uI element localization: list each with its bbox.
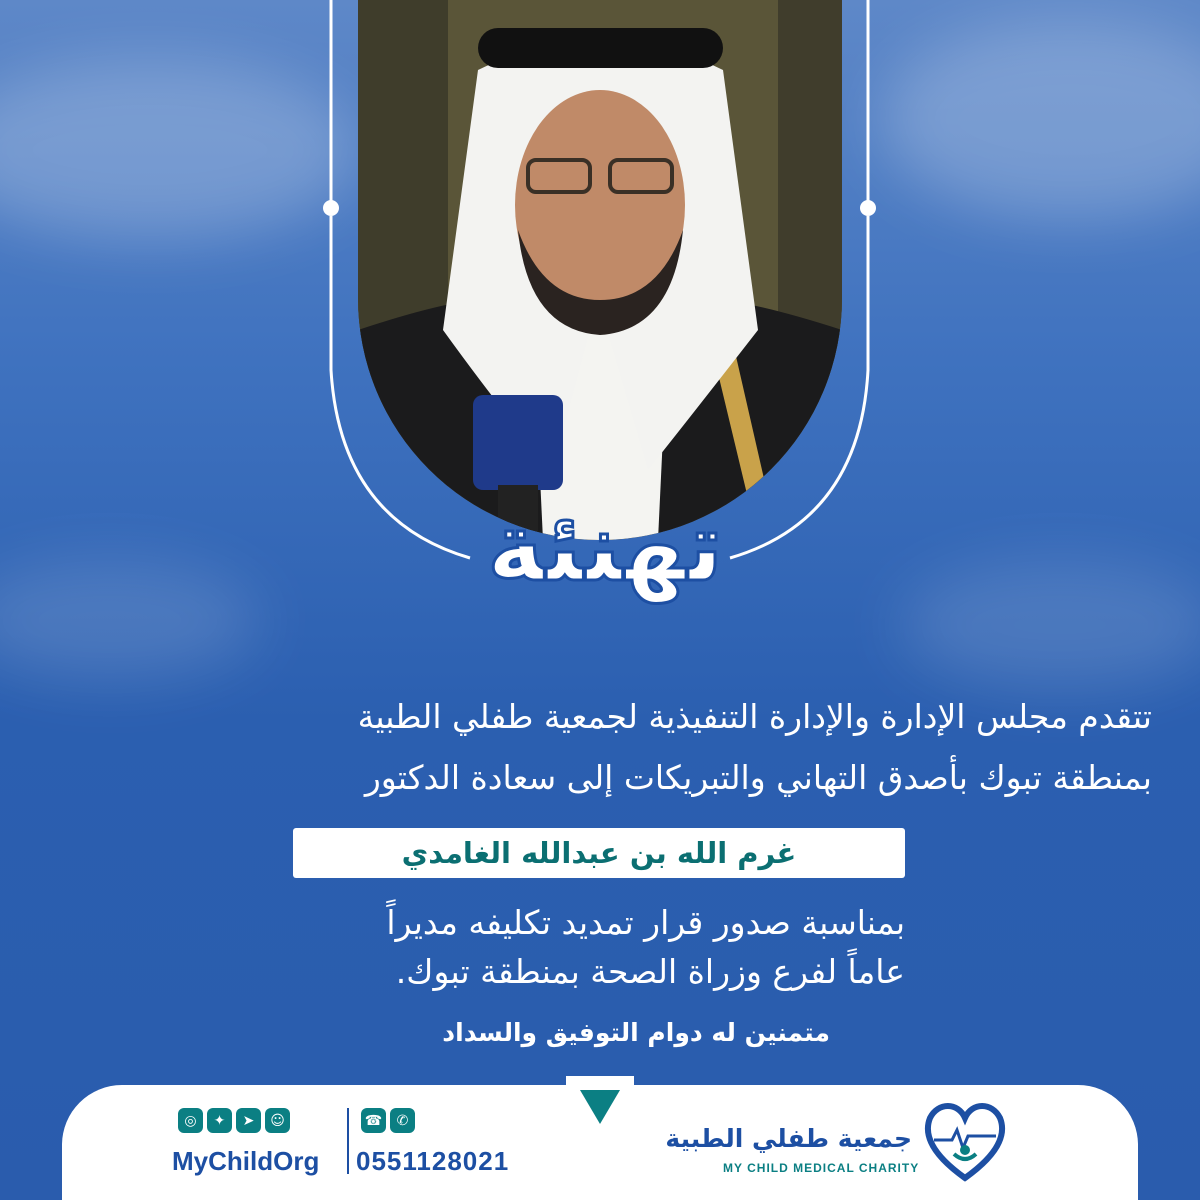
phone-number[interactable]: 0551128021 [356, 1146, 510, 1176]
wish-text: متمنين له دوام التوفيق والسداد [442, 1018, 830, 1047]
honoree-name: غرم الله بن عبدالله الغامدي [401, 836, 797, 870]
frame-dot [860, 200, 876, 216]
telegram-icon[interactable]: ➤ [236, 1108, 261, 1133]
intro-line-2: بمنطقة تبوك بأصدق التهاني والتبريكات إلى سعادة الدكتور [364, 758, 1152, 797]
social-handle[interactable]: MyChildOrg [172, 1146, 320, 1176]
twitter-icon[interactable]: ✦ [207, 1108, 232, 1133]
org-name-english: MY CHILD MEDICAL CHARITY [723, 1161, 920, 1175]
phone-icon[interactable]: ☎ [361, 1108, 386, 1133]
snapchat-icon[interactable]: ☺ [265, 1108, 290, 1133]
intro-line-1: تتقدم مجلس الإدارة والإدارة التنفيذية لجمعية طفلي الطبية [357, 697, 1152, 736]
honoree-name-box [293, 828, 905, 878]
occasion-line-1: بمناسبة صدور قرار تمديد تكليفه مديراً [386, 903, 905, 942]
footer-divider [347, 1108, 349, 1174]
social-icons [178, 1108, 290, 1133]
heart-logo-icon [920, 1098, 1010, 1186]
footer-arrow-tab [566, 1076, 634, 1146]
org-name-arabic: جمعية طفلي الطبية [665, 1124, 912, 1153]
occasion-line-2: عاماً لفرع وزراة الصحة بمنطقة تبوك. [395, 952, 905, 991]
contact-icons [361, 1108, 415, 1133]
frame-dot [323, 200, 339, 216]
calligraphy-title [470, 430, 740, 660]
instagram-icon[interactable]: ◎ [178, 1108, 203, 1133]
whatsapp-icon[interactable]: ✆ [390, 1108, 415, 1133]
calligraphy-text: تهنئة [486, 491, 724, 603]
